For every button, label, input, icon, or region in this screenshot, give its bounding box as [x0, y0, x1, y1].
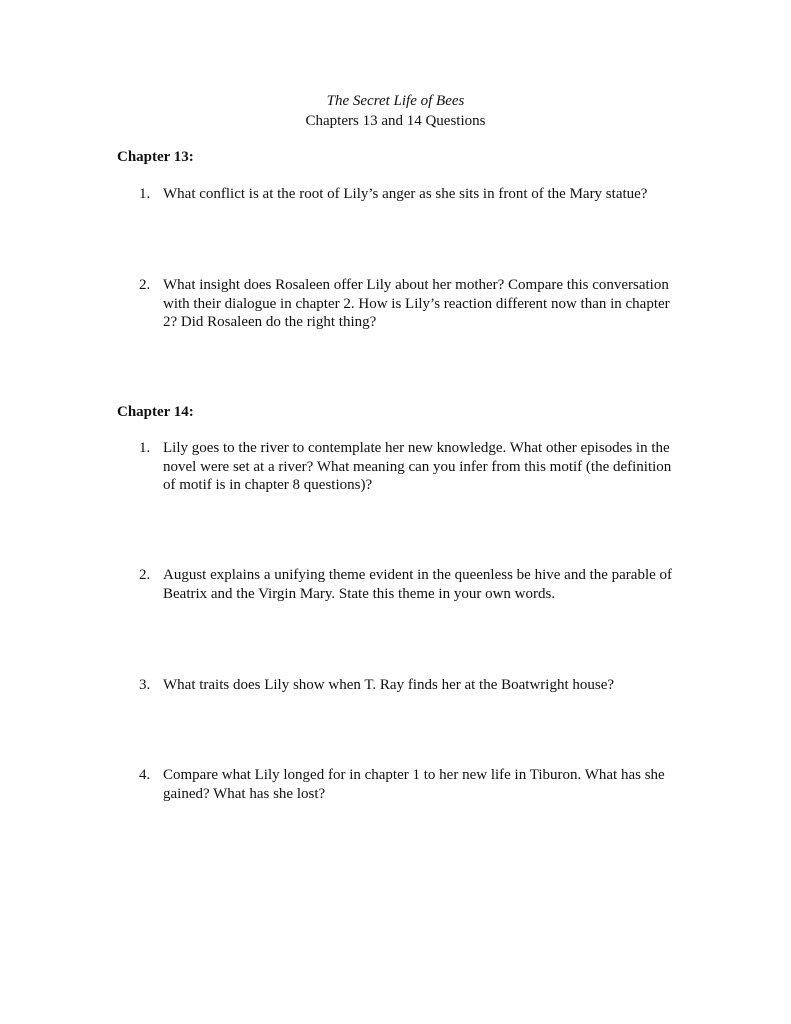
document-subtitle: Chapters 13 and 14 Questions: [305, 113, 486, 129]
chapter-14-question-1: [117, 439, 687, 495]
chapter-14-heading: Chapter 14:: [117, 404, 194, 420]
question-text: Compare what Lily longed for in chapter 1 to her new life in Tiburon. What has she gained? What has she lost?: [163, 767, 665, 802]
question-text: What traits does Lily show when T. Ray finds her at the Boatwright house?: [163, 677, 615, 693]
chapter-13-heading: Chapter 13:: [117, 149, 194, 165]
question-number: 2.: [139, 567, 151, 583]
chapter-13-question-2: [117, 276, 687, 332]
question-number: 1.: [139, 440, 151, 456]
question-number: 3.: [139, 677, 151, 693]
chapter-14-question-4: [117, 766, 687, 803]
chapter-14-question-3: [117, 676, 687, 695]
question-number: 1.: [139, 186, 151, 202]
chapter-13-question-1: [117, 185, 687, 204]
chapter-14-question-2: [117, 566, 687, 603]
title-block: [0, 91, 791, 131]
question-number: 4.: [139, 767, 151, 783]
book-title: The Secret Life of Bees: [326, 93, 465, 109]
question-text: What insight does Rosaleen offer Lily about her mother? Compare this conversation with their dialogue in chapter 2. How is Lily’s reaction different now than in chapter 2? Did Rosaleen do the right thing?: [163, 277, 670, 330]
question-text: What conflict is at the root of Lily’s anger as she sits in front of the Mary statue?: [163, 186, 648, 202]
question-text: Lily goes to the river to contemplate her new knowledge. What other episodes in the novel were set at a river? What meaning can you infer from this motif (the definition of motif is in chapter 8 questions)?: [163, 440, 672, 493]
question-text: August explains a unifying theme evident in the queenless be hive and the parable of Beatrix and the Virgin Mary. State this theme in your own words.: [163, 567, 673, 602]
question-number: 2.: [139, 277, 151, 293]
